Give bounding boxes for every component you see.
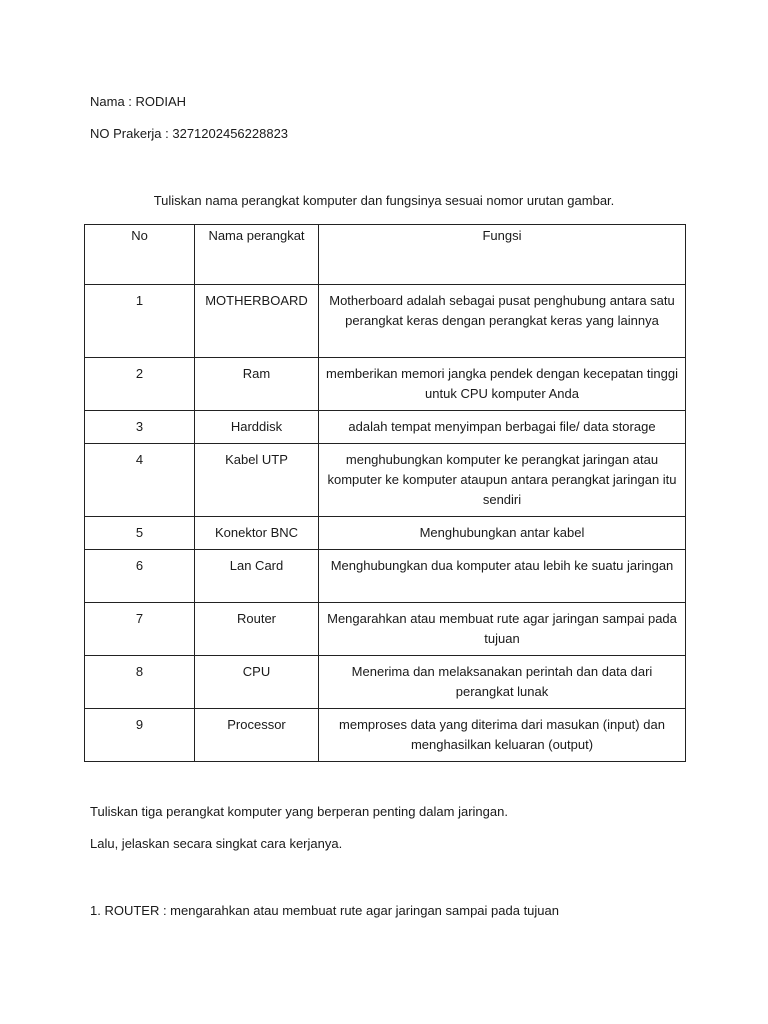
question-line-2: Lalu, jelaskan secara singkat cara kerjanya.: [90, 836, 343, 851]
cell-no: 1: [85, 285, 195, 358]
table-row: [85, 285, 686, 358]
cell-no: 4: [85, 444, 195, 517]
device-table: [84, 224, 686, 762]
cell-no: 2: [85, 358, 195, 411]
cell-device-name: CPU: [195, 656, 319, 709]
prakerja-number: NO Prakerja : 3271202456228823: [90, 126, 289, 141]
table-row: [85, 444, 686, 517]
table-row: [85, 550, 686, 603]
cell-device-name: Harddisk: [195, 411, 319, 444]
cell-device-name: Kabel UTP: [195, 444, 319, 517]
table-row: [85, 656, 686, 709]
cell-no: 9: [85, 709, 195, 762]
table-instruction: Tuliskan nama perangkat komputer dan fungsinya sesuai nomor urutan gambar.: [153, 193, 615, 208]
column-header-name: Nama perangkat: [195, 225, 319, 285]
cell-no: 5: [85, 517, 195, 550]
cell-device-name: MOTHERBOARD: [195, 285, 319, 358]
cell-no: 7: [85, 603, 195, 656]
cell-function: Motherboard adalah sebagai pusat penghubung antara satu perangkat keras dengan perangkat keras yang lainnya: [319, 285, 686, 358]
cell-function: Menerima dan melaksanakan perintah dan data dari perangkat lunak: [319, 656, 686, 709]
question-line-1: Tuliskan tiga perangkat komputer yang berperan penting dalam jaringan.: [90, 804, 508, 819]
cell-device-name: Router: [195, 603, 319, 656]
table-row: [85, 517, 686, 550]
cell-no: 3: [85, 411, 195, 444]
table-row: [85, 411, 686, 444]
cell-function: Mengarahkan atau membuat rute agar jaringan sampai pada tujuan: [319, 603, 686, 656]
column-header-function: Fungsi: [319, 225, 686, 285]
cell-function: Menghubungkan antar kabel: [319, 517, 686, 550]
cell-device-name: Konektor BNC: [195, 517, 319, 550]
cell-device-name: Processor: [195, 709, 319, 762]
cell-function: memproses data yang diterima dari masukan (input) dan menghasilkan keluaran (output): [319, 709, 686, 762]
table-row: [85, 358, 686, 411]
cell-no: 8: [85, 656, 195, 709]
column-header-no: No: [85, 225, 195, 285]
cell-no: 6: [85, 550, 195, 603]
student-name: Nama : RODIAH: [90, 94, 187, 109]
table-row: [85, 603, 686, 656]
answer-item-1: 1. ROUTER : mengarahkan atau membuat rute agar jaringan sampai pada tujuan: [90, 903, 559, 918]
cell-device-name: Ram: [195, 358, 319, 411]
cell-function: memberikan memori jangka pendek dengan kecepatan tinggi untuk CPU komputer Anda: [319, 358, 686, 411]
cell-function: Menghubungkan dua komputer atau lebih ke suatu jaringan: [319, 550, 686, 603]
cell-function: adalah tempat menyimpan berbagai file/ data storage: [319, 411, 686, 444]
table-row: [85, 709, 686, 762]
cell-function: menghubungkan komputer ke perangkat jaringan atau komputer ke komputer ataupun antara perangkat jaringan itu sendiri: [319, 444, 686, 517]
cell-device-name: Lan Card: [195, 550, 319, 603]
table-header-row: [85, 225, 686, 285]
